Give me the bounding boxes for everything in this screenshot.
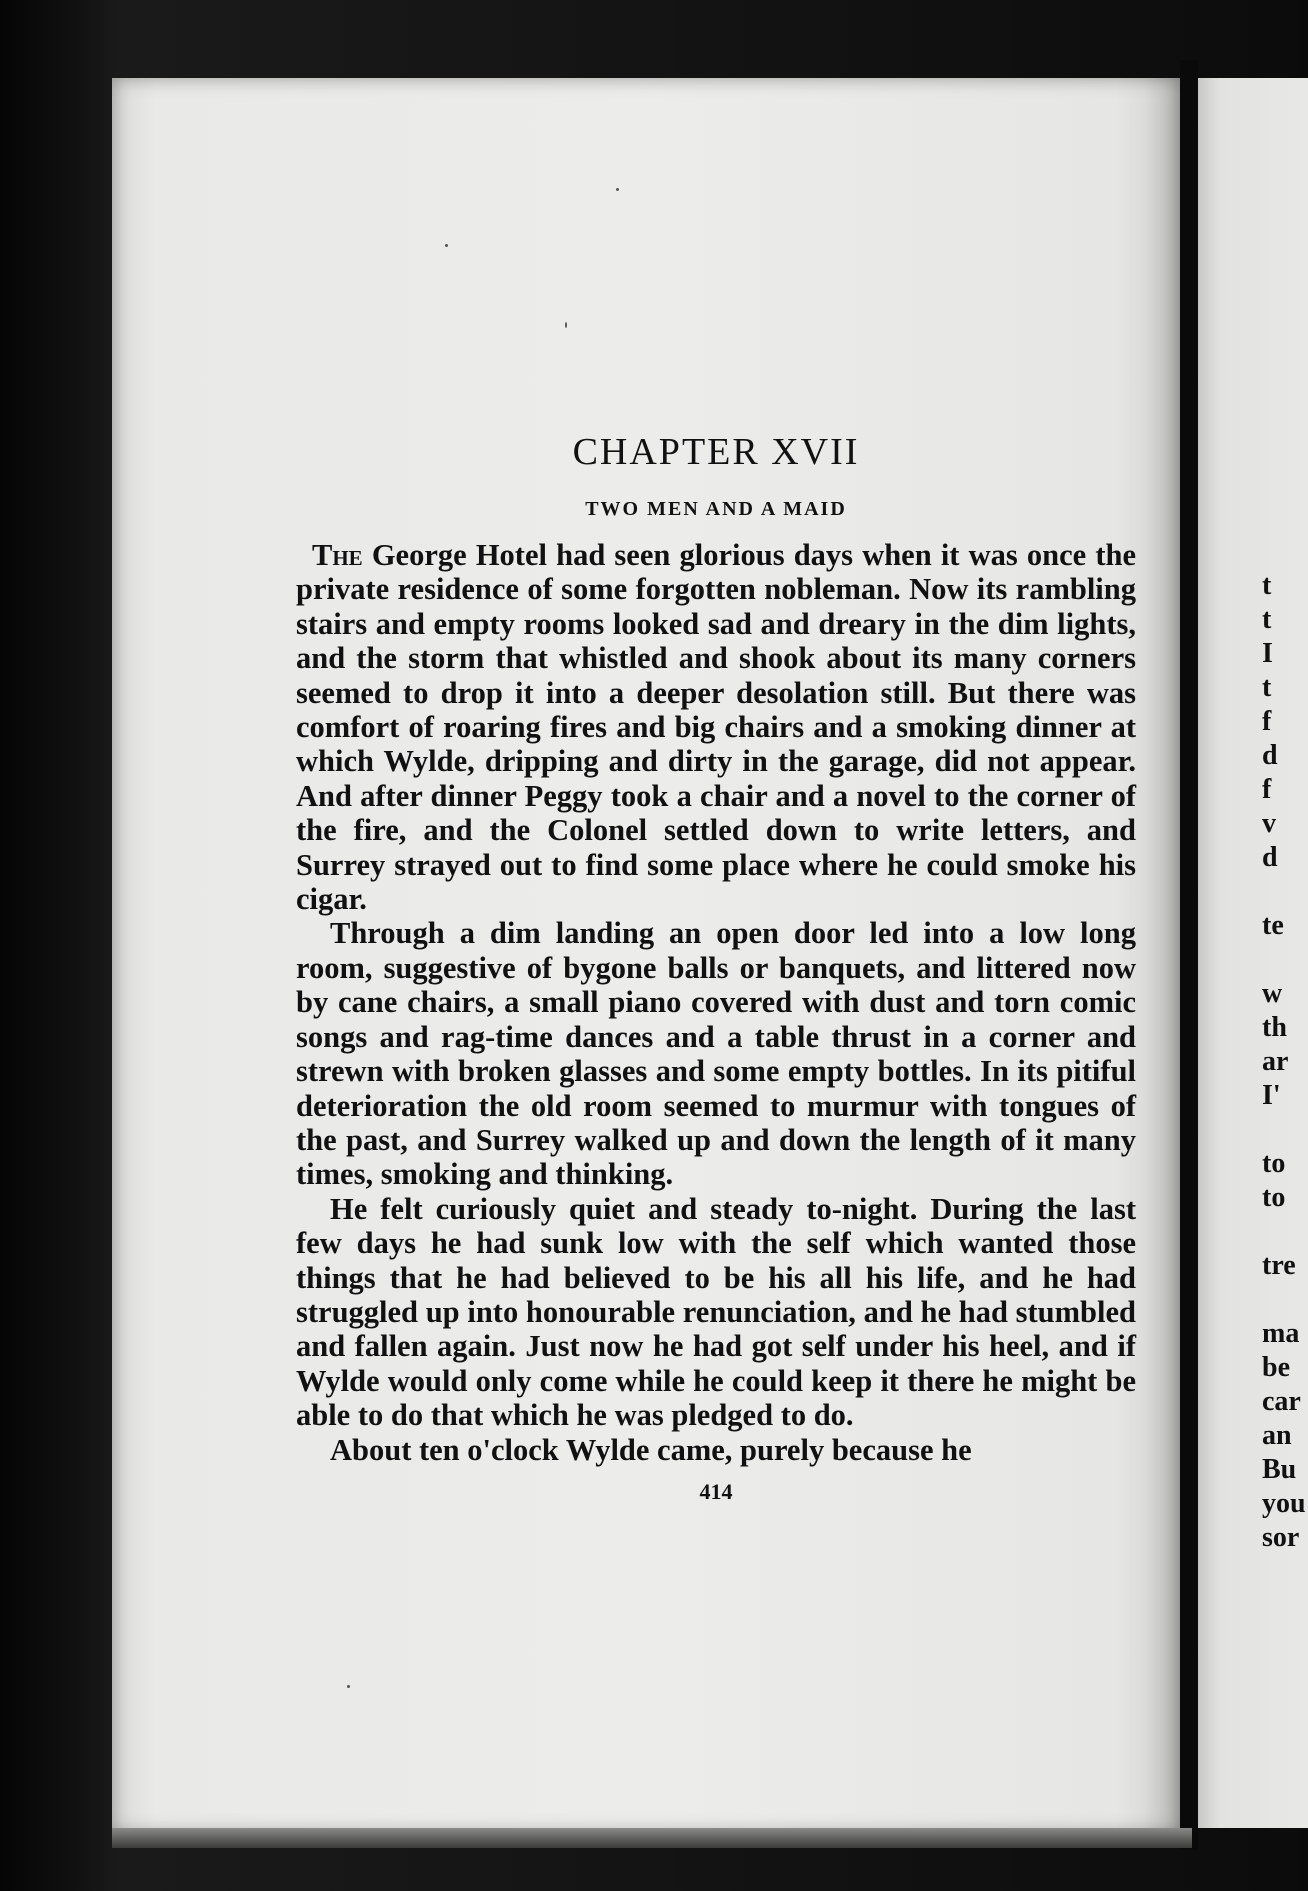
facing-page-line-fragment: I': [1262, 1080, 1281, 1111]
paragraph-3: He felt curiously quiet and steady to-night. During the last few days he had sunk low with the self which wanted those things that he had believed to be his all his life, and he had struggled up into honourable renunciation, and he had stumbled and fallen again. Just now he had got self under his heel, and if Wylde would only come while he could keep it there he might be able to do that which he was pledged to do.: [296, 1191, 1136, 1433]
facing-page-line-fragment: v: [1262, 808, 1276, 839]
facing-page-line-fragment: [1262, 1215, 1302, 1249]
facing-page-line-fragment: sor: [1262, 1522, 1300, 1553]
facing-page-line-fragment: th: [1262, 1012, 1287, 1043]
paragraph-lead-word: The: [312, 538, 363, 572]
paragraph-2: Through a dim landing an open door led into a low long room, suggestive of bygone balls or banquets, and littered now by cane chairs, a small piano covered with dust and torn comic songs and rag-time dances and a table thrust in a corner and strewn with broken glasses and some empty bottles. In its pitiful deterioration the old room seemed to murmur with tongues of the past, and Surrey walked up and down the length of it many times, smoking and thinking.: [296, 916, 1136, 1192]
scan-speck: [445, 244, 448, 247]
facing-page-line-fragment: car: [1262, 1386, 1301, 1417]
facing-page-line-fragment: ar: [1262, 1046, 1289, 1077]
facing-page-line-fragment: d: [1262, 842, 1278, 873]
facing-page-line-fragment: to: [1262, 1148, 1286, 1179]
scan-speck: [616, 188, 619, 191]
paragraph-text: George Hotel had seen glorious days when it was once the private residence of some forgotten nobleman. Now its rambling stairs and empty rooms looked sad and dreary in the dim lights, and the storm that whistled and shook about its many corners seemed to drop it into a deeper desolation still. But there was comfort of roaring fires and big chairs and a smoking dinner at which Wylde, dripping and dirty in the garage, did not appear. And after dinner Peggy took a chair and a novel to the corner of the fire, and the Colonel settled down to write letters, and Surrey strayed out to find some place where he could smoke his cigar.: [296, 538, 1136, 917]
facing-page-line-fragment: [1262, 535, 1302, 569]
facing-page-line-fragment: tre: [1262, 1250, 1296, 1281]
paragraph-1: [296, 538, 1136, 916]
paragraph-4: About ten o'clock Wylde came, purely because he: [330, 1432, 972, 1467]
facing-page-line-fragment: t: [1262, 570, 1272, 601]
facing-page-text-fragments: [1262, 535, 1306, 1555]
chapter-subtitle: TWO MEN AND A MAID: [585, 498, 847, 520]
page-number: 414: [699, 1478, 733, 1504]
facing-page-line-fragment: Bu: [1262, 1454, 1297, 1485]
page-bottom-edge: [112, 1828, 1192, 1848]
facing-page-line-fragment: [1262, 1283, 1302, 1317]
facing-page-line-fragment: I: [1262, 638, 1273, 669]
facing-page-line-fragment: you: [1262, 1488, 1306, 1519]
scan-speck: [347, 1685, 350, 1688]
facing-page-line-fragment: t: [1262, 672, 1272, 703]
page-text-block: [296, 430, 1136, 1505]
chapter-title: CHAPTER XVII: [572, 431, 860, 473]
book-gutter: [1180, 60, 1198, 1850]
facing-page-line-fragment: [1262, 943, 1302, 977]
facing-page-line-fragment: f: [1262, 774, 1272, 805]
facing-page-line-fragment: to: [1262, 1182, 1286, 1213]
facing-page-line-fragment: [1262, 875, 1302, 909]
scan-speck: [565, 322, 567, 328]
page-edge-shadow: [1144, 78, 1180, 1833]
facing-page-line-fragment: an: [1262, 1420, 1292, 1451]
facing-page-line-fragment: f: [1262, 706, 1272, 737]
facing-page-line-fragment: ma: [1262, 1318, 1300, 1349]
facing-page-line-fragment: t: [1262, 604, 1272, 635]
facing-page-line-fragment: d: [1262, 740, 1278, 771]
facing-page-line-fragment: [1262, 1113, 1302, 1147]
facing-page-line-fragment: be: [1262, 1352, 1290, 1383]
facing-page-line-fragment: w: [1262, 978, 1283, 1009]
facing-page-line-fragment: te: [1262, 910, 1284, 941]
